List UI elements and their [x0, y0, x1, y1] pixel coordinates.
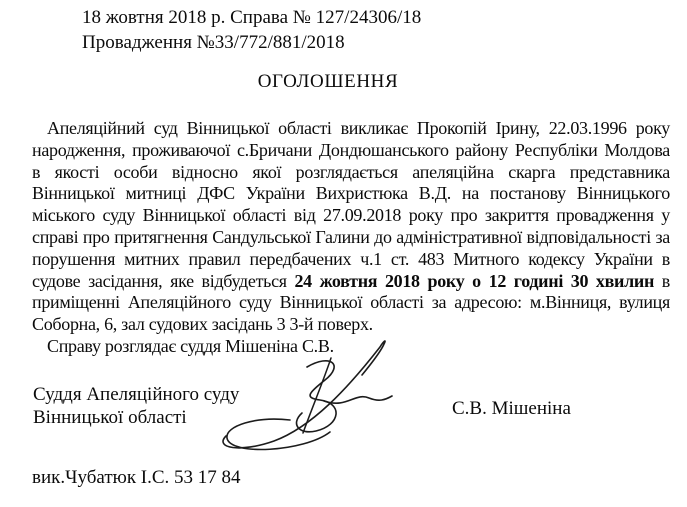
handwritten-signature-icon — [212, 336, 404, 454]
body-line — [32, 292, 670, 314]
body-line — [32, 314, 670, 336]
proceeding-number: Провадження №33/772/881/2018 — [82, 32, 345, 53]
document-header — [82, 5, 421, 55]
body-line-text: справі про притягнення Сандульської Галини до адміністративної відповідальності за — [32, 226, 670, 247]
signer-role — [33, 383, 239, 429]
body-line — [32, 118, 670, 140]
body-line — [32, 140, 670, 162]
body-line-text: в — [654, 270, 670, 291]
executor-contact: вик.Чубатюк І.С. 53 17 84 — [32, 467, 241, 488]
body-line-text: Справу розглядає суддя Мішеніна С.В. — [47, 335, 334, 356]
body-line — [32, 227, 670, 249]
signer-role-line1: Суддя Апеляційного суду — [33, 384, 240, 405]
case-date-and-number: 18 жовтня 2018 р. Справа № 127/24306/18 — [82, 7, 422, 28]
body-line-text: народження, проживаючої с.Бричани Дондюшанського району Республіки Молдова — [32, 139, 670, 160]
body-line-hearing-date — [32, 271, 670, 293]
document-title: ОГОЛОШЕННЯ — [257, 71, 399, 92]
body-line-text: порушення митних правил передбачених ч.1 ст. 483 Митного кодексу України в — [32, 248, 670, 269]
body-line-text: Вінницької митниці ДФС України Вихристюка В.Д. на постанову Вінницького — [32, 183, 670, 204]
body-line-text: Соборна, 6, зал судових засідань 3 3-й поверх. — [32, 314, 373, 335]
body-line-text: судове засідання, яке відбудеться — [32, 270, 295, 291]
signer-name: С.В. Мішеніна — [452, 398, 571, 419]
announcement-body — [32, 118, 670, 358]
body-line — [32, 183, 670, 205]
body-line-text: міського суду Вінницької області від 27.09.2018 року про закриття провадження у — [32, 205, 670, 226]
body-line — [32, 162, 670, 184]
body-line — [32, 205, 670, 227]
body-line-text: Апеляційний суд Вінницької області викликає Прокопій Ірину, 22.03.1996 року — [47, 118, 670, 138]
signer-role-line2: Вінницької області — [33, 407, 187, 428]
body-line-text: приміщенні Апеляційного суду Вінницької області за адресою: м.Вінниця, вулиця — [32, 292, 670, 313]
body-line-text: в якості особи відносно якої розглядається апеляційна скарга представника — [32, 161, 670, 182]
hearing-datetime-bold: 24 жовтня 2018 року о 12 годині 30 хвилин — [294, 270, 655, 291]
body-line — [32, 249, 670, 271]
